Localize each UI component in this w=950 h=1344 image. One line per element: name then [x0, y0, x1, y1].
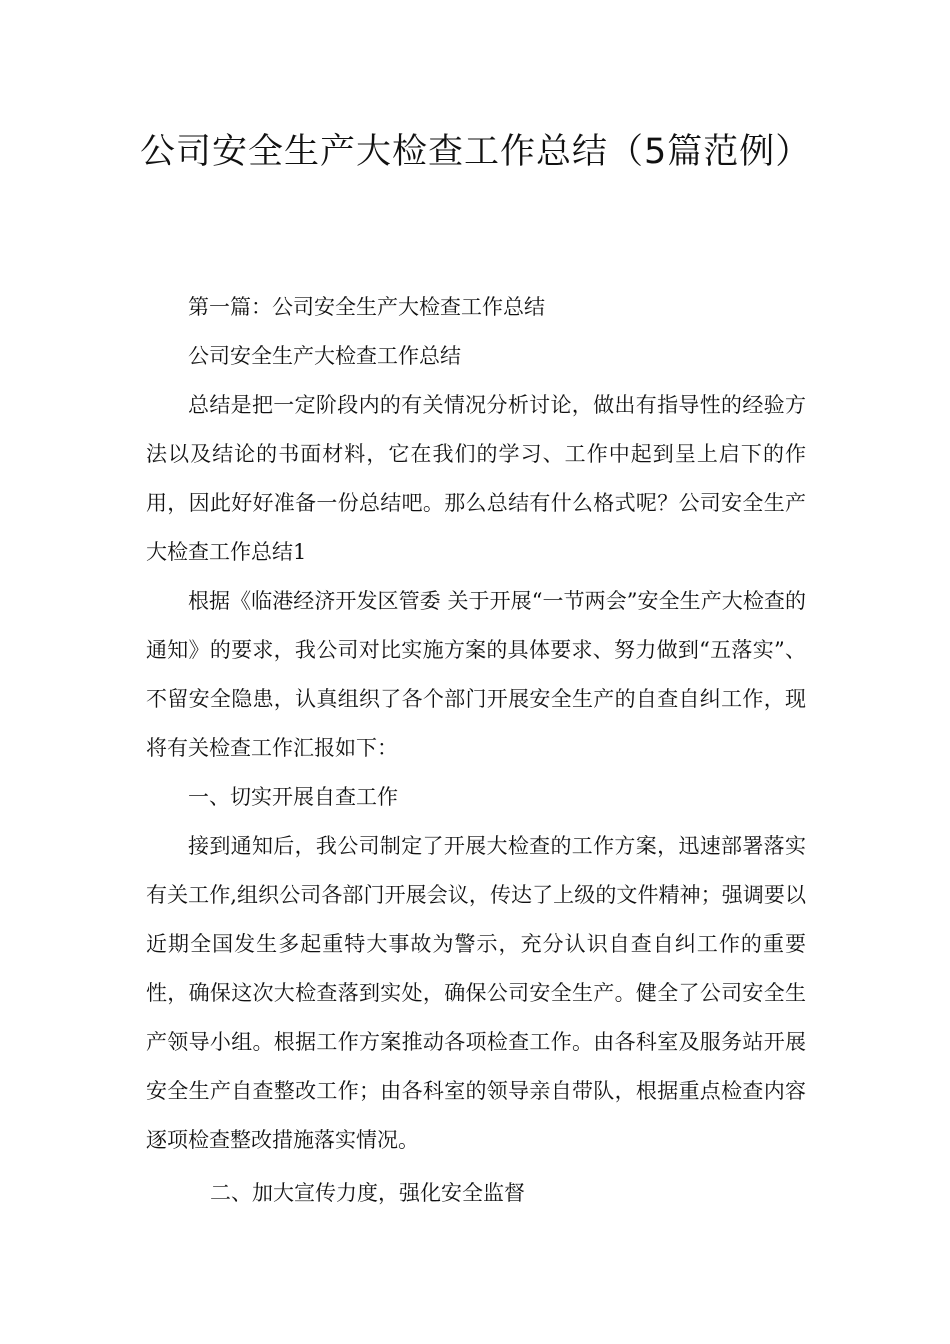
document-title: 公司安全生产大检查工作总结（5篇范例）	[140, 132, 812, 172]
intro-paragraph: 总结是把一定阶段内的有关情况分析讨论，做出有指导性的经验方法以及结论的书面材料，它在我们的学习、工作中起到呈上启下的作用，因此好好准备一份总结吧。那么总结有什么格式呢？公司安全生产大检查工作总结1	[146, 393, 806, 564]
section-heading-1: 一、切实开展自查工作	[188, 785, 398, 809]
section-1-paragraph: 接到通知后，我公司制定了开展大检查的工作方案，迅速部署落实有关工作,组织公司各部门开展会议，传达了上级的文件精神；强调要以近期全国发生多起重特大事故为警示，充分认识自查自纠工作的重要性，确保这次大检查落到实处，确保公司安全生产。健全了公司安全生产领导小组。根据工作方案推动各项检查工作。由各科室及服务站开展安全生产自查整改工作；由各科室的领导亲自带队，根据重点检查内容逐项检查整改措施落实情况。	[146, 834, 806, 1152]
subtitle: 公司安全生产大检查工作总结	[188, 344, 461, 368]
section-heading-part-one: 第一篇：公司安全生产大检查工作总结	[188, 295, 545, 319]
background-paragraph: 根据《临港经济开发区管委 关于开展“一节两会”安全生产大检查的通知》的要求，我公司对比实施方案的具体要求、努力做到“五落实”、不留安全隐患，认真组织了各个部门开展安全生产的自查自纠工作，现将有关检查工作汇报如下：	[146, 589, 806, 760]
document-body	[146, 283, 806, 1218]
section-heading-2: 二、加大宣传力度，强化安全监督	[210, 1181, 525, 1205]
